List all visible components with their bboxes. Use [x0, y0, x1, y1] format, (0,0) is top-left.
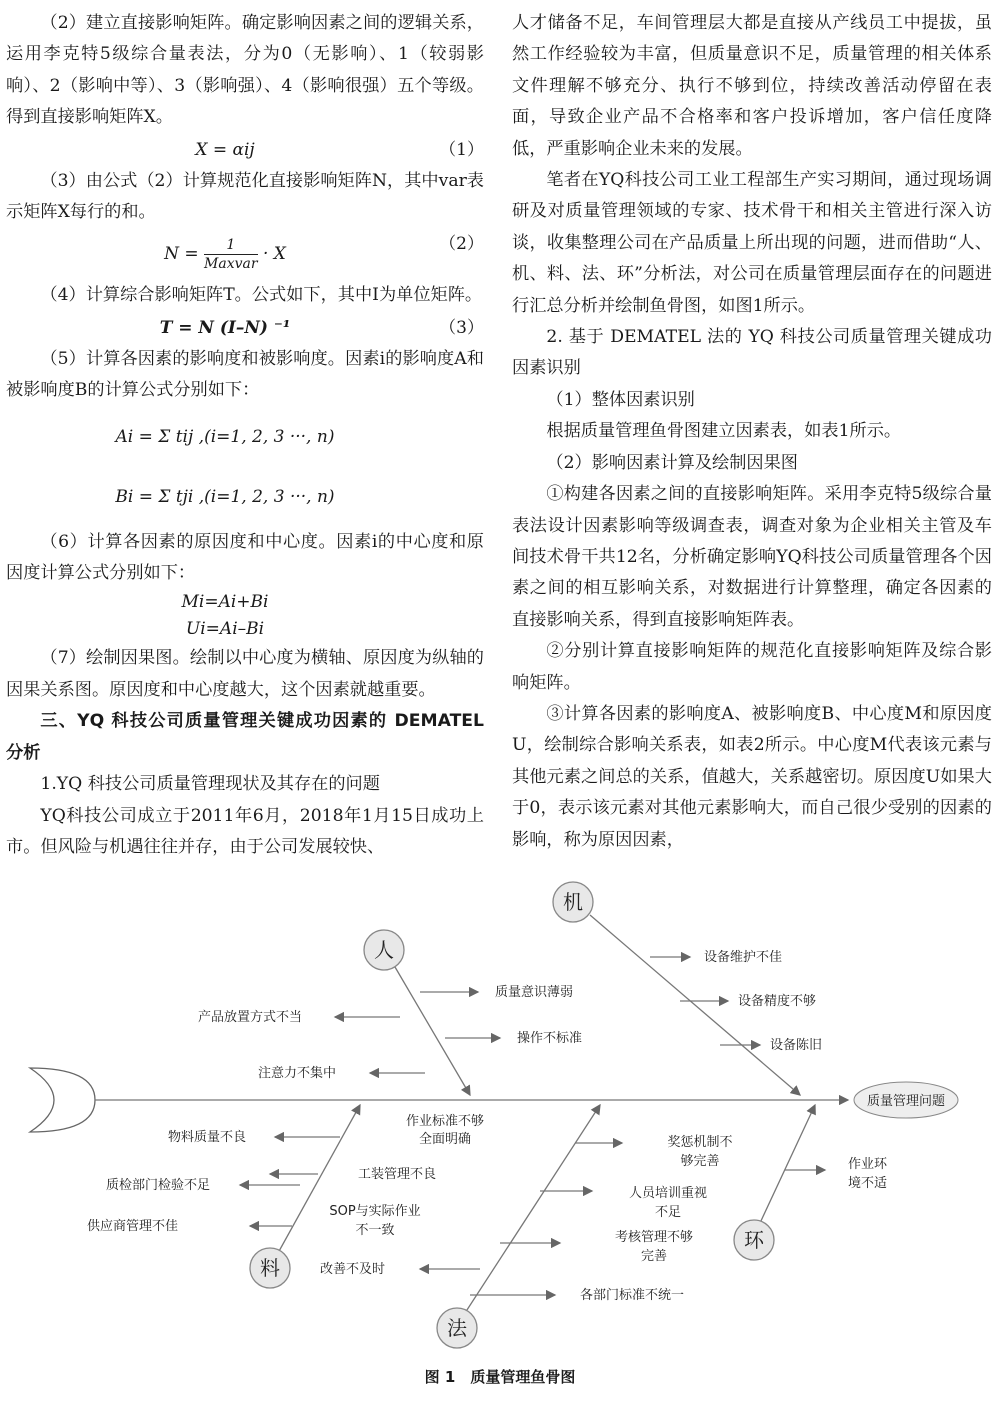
figure-caption: 图 1 质量管理鱼骨图	[424, 1368, 576, 1386]
equation-b: Bi = Σ tji ,(i=1, 2, 3 ···, n)	[115, 486, 335, 507]
sub-heading: （2）影响因素计算及绘制因果图	[546, 452, 798, 473]
fishbone-diagram	[0, 875, 1000, 1365]
cause-label: 物料质量不良	[168, 1130, 247, 1145]
paragraph: （5）计算各因素的影响度和被影响度。因素i的影响度A和被影响度B的计算公式分别如下：	[6, 348, 484, 401]
paragraph: ③计算各因素的影响度A、被影响度B、中心度M和原因度U，绘制综合影响关系表，如表2所示。中心度M代表该元素与其他元素之间总的关系，值越大，关系越密切。原因度U如果大于0，表示该元素对其他元素影响大，而自己很少受别的因素的影响，称为原因因素，	[512, 703, 992, 850]
cause-label: 质量意识薄弱	[495, 985, 574, 1000]
category-label: 人	[374, 938, 394, 962]
cause-label: 完善	[640, 1249, 668, 1264]
subsection-heading: 2. 基于 DEMATEL 法的 YQ 科技公司质量管理关键成功因素识别	[512, 327, 992, 379]
cause-label: 作业环	[848, 1157, 888, 1172]
paragraph: （6）计算各因素的原因度和中心度。因素i的中心度和原因度计算公式分别如下：	[6, 531, 484, 584]
cause-label: 设备维护不佳	[704, 950, 783, 965]
right-column	[512, 8, 992, 856]
equation-a: Ai = Σ tij ,(i=1, 2, 3 ···, n)	[115, 426, 335, 447]
equation-1: X = αij （1）	[195, 139, 484, 160]
paragraph: YQ科技公司成立于2011年6月，2018年1月15日成功上市。但风险与机遇往往并存，由于公司发展较快、	[6, 805, 484, 857]
paragraph: 人才储备不足，车间管理层大都是直接从产线员工中提拔，虽然工作经验较为丰富，但质量意识不足，质量管理的相关体系文件理解不够充分、执行不够到位，持续改善活动停留在表面，导致企业产品不合格率和客户投诉增加，客户信任度降低，严重影响企业未来的发展。	[512, 13, 992, 159]
paragraph: （3）由公式（2）计算规范化直接影响矩阵N，其中var表示矩阵X每行的和。	[6, 170, 484, 223]
cause-label: 供应商管理不佳	[87, 1219, 179, 1234]
category-label: 环	[744, 1228, 764, 1252]
fraction: $\frac{1}{\text{Maxvar}}$	[204, 237, 258, 273]
paragraph: ①构建各因素之间的直接影响矩阵。采用李克特5级综合量表法设计因素影响等级调查表，调查对象为企业相关主管及车间技术骨干共12名，分析确定影响YQ科技公司质量管理各个因素之间的相互影响关系，对数据进行计算整理，确定各因素的直接影响关系，得到直接影响矩阵表。	[512, 484, 992, 630]
subsection-heading: 1.YQ 科技公司质量管理现状及其存在的问题	[40, 774, 380, 795]
category-label: 料	[260, 1256, 280, 1280]
cause-label: 够完善	[680, 1154, 720, 1169]
category-label: 机	[563, 890, 583, 914]
cause-label: SOP与实际作业	[329, 1204, 421, 1219]
cause-label: 考核管理不够	[614, 1230, 694, 1245]
paragraph: （4）计算综合影响矩阵T。公式如下，其中I为单位矩阵。	[40, 285, 483, 306]
paragraph: 笔者在YQ科技公司工业工程部生产实习期间，通过现场调研及对质量管理领域的专家、技术骨干和相关主管进行深入访谈，收集整理公司在产品质量上所出现的问题，进而借助“人、机、料、法、环”分析法，对公司在质量管理层面存在的问题进行汇总分析并绘制鱼骨图，如图1所示。	[512, 170, 992, 316]
paragraph: （7）绘制因果图。绘制以中心度为横轴、原因度为纵轴的因果关系图。原因度和中心度越大，这个因素就越重要。	[6, 648, 484, 700]
cause-label: 产品放置方式不当	[198, 1010, 303, 1025]
paragraph: （2）建立直接影响矩阵。确定影响因素之间的逻辑关系，运用李克特5级综合量表法，分为0（无影响）、1（较弱影响）、2（影响中等）、3（影响强）、4（影响很强）五个等级。得到直接影响矩阵X。	[6, 13, 484, 128]
cause-label: 人员培训重视	[628, 1186, 708, 1201]
fish-head-label: 质量管理问题	[866, 1094, 946, 1109]
cause-label: 不一致	[355, 1223, 395, 1238]
equation-2: N = $\frac{1}{\text{Maxvar}} \cdot X$ （2）	[164, 234, 484, 273]
cause-label: 作业标准不够	[405, 1114, 485, 1129]
cause-label: 各部门标准不统一	[580, 1288, 685, 1303]
cause-label: 操作不标准	[517, 1031, 583, 1046]
equation-3: T = N (I–N) ⁻¹ （3）	[159, 317, 484, 338]
cause-label: 不足	[654, 1205, 682, 1220]
cause-label: 改善不及时	[320, 1262, 386, 1277]
equation-u: Ui=Ai–Bi	[185, 619, 265, 640]
fish-tail	[30, 1068, 95, 1132]
section-heading: 三、YQ 科技公司质量管理关键成功因素的 DEMATEL 分析	[6, 711, 484, 763]
cause-label: 奖惩机制不	[667, 1135, 733, 1150]
cause-label: 设备精度不够	[738, 994, 817, 1009]
sub-heading: （1）整体因素识别	[546, 389, 695, 410]
cause-label: 设备陈旧	[770, 1038, 823, 1053]
category-label: 法	[447, 1316, 467, 1340]
cause-label: 注意力不集中	[258, 1066, 337, 1081]
cause-label: 工装管理不良	[358, 1167, 437, 1182]
paragraph: 根据质量管理鱼骨图建立因素表，如表1所示。	[546, 421, 902, 442]
cause-label: 境不适	[848, 1176, 888, 1191]
left-column	[6, 8, 484, 863]
cause-label: 质检部门检验不足	[106, 1178, 211, 1193]
cause-label: 全面明确	[418, 1132, 472, 1147]
paragraph: ②分别计算直接影响矩阵的规范化直接影响矩阵及综合影响矩阵。	[512, 641, 992, 693]
equation-m: Mi=Ai+Bi	[181, 592, 269, 613]
